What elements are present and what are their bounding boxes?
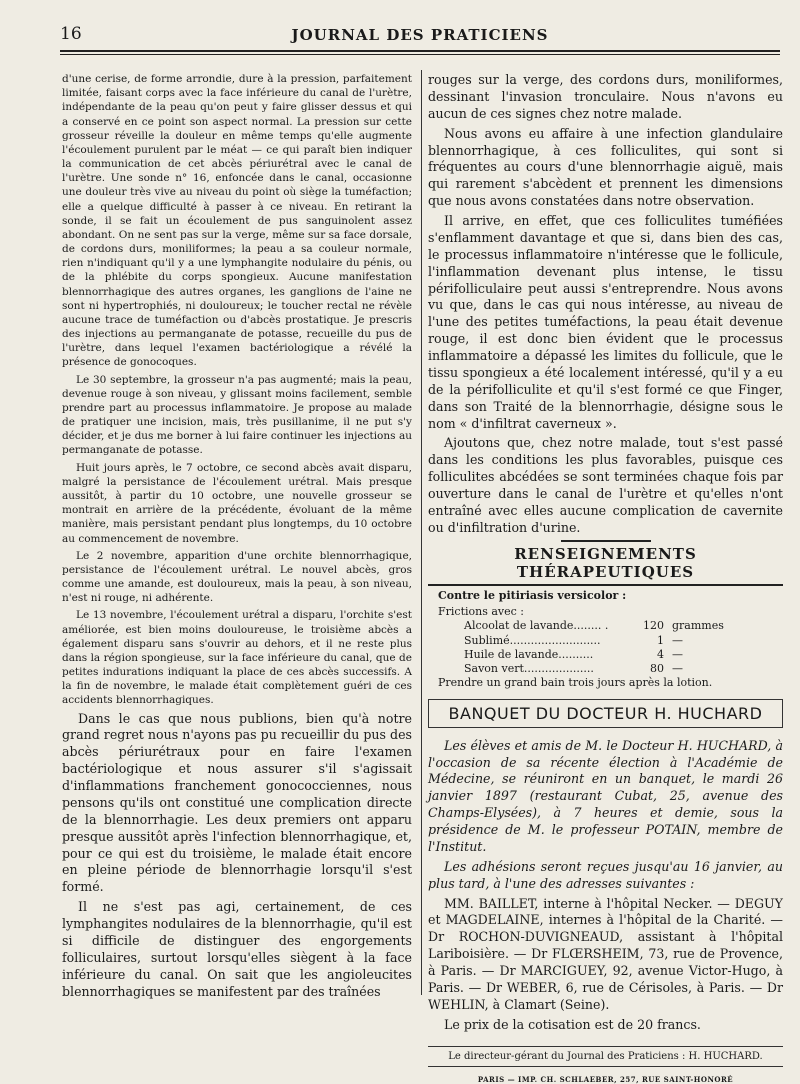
ingredient-name: Savon vert....................	[464, 662, 594, 676]
banquet-paragraph: Les adhésions seront reçues jusqu'au 16 janvier, au plus tard, à l'une des adresses suivantes :	[428, 858, 783, 891]
banquet-paragraph: MM. BAILLET, interne à l'hôpital Necker. — DEGUY et MAGDELAINE, internes à l'hôpital de la Charité. — Dr ROCHON-DUVIGNEAUD, assistant à l'hôpital Lariboisière. — Dr FLŒRSHEIM, 73, rue de Provence, à Paris. — Dr MARCIGUEY, 92, avenue Victor-Hugo, à Paris. — Dr WEBER, 6, rue de Cérisoles, à Paris. — Dr WEHLIN, à Clamart (Seine).	[428, 895, 783, 1012]
ingredient-quantity: 4	[657, 647, 664, 661]
prescription-instruction: Prendre un grand bain trois jours après la lotion.	[438, 676, 713, 690]
ingredient-quantity: 120	[643, 619, 664, 633]
ingredient-unit: —	[672, 647, 683, 661]
case-paragraph: Huit jours après, le 7 octobre, ce second abcès avait disparu, malgré la persistance de l'écoulement urétral. Mais presque aussitôt, à partir du 10 octobre, une nouvelle grosseur se montrait en arrière de la précédente, évoluant de la même manière, mais persistant pendant plus longtemps, du 10 octobre au commencement de novembre.	[62, 461, 412, 545]
discussion-paragraph: Dans le cas que nous publions, bien qu'à notre grand regret nous n'ayons pas pu recueillir du pus des abcès périurétraux pour en faire l'examen bactériologique et nous assurer s'il s'agissait d'inflammations franchement gonococciennes, nous pensons qu'ils ont constitué une complication directe de la blennorrhagie. Les deux premiers ont apparu presque aussitôt après l'infection blennorrhagique, et, pour ce qui est du troisième, le malade était encore en pleine période de blennorrhagie lorsqu'il s'est formé.	[62, 710, 412, 895]
case-paragraph: Le 2 novembre, apparition d'une orchite blennorrhagique, persistance de l'écoulement urétral. Le nouvel abcès, gros comme une amande, est douloureux, mais la peau, à son niveau, n'est ni rouge, ni adhérente.	[62, 549, 412, 605]
banquet-paragraph: Les élèves et amis de M. le Docteur H. HUCHARD, à l'occasion de sa récente élection à l'Académie de Médecine, se réuniront en un banquet, le mardi 26 janvier 1897 (restaurant Cubat, 25, avenue des Champs-Elysées), à 7 heures et demie, sous la présidence de M. le professeur POTAIN, membre de l'Institut.	[428, 737, 783, 854]
ingredient-name: Sublimé..........................	[464, 633, 601, 647]
ingredient-unit: —	[672, 633, 683, 647]
right-column	[428, 72, 783, 1084]
ingredient-name: Alcoolat de lavande........ .	[464, 619, 609, 633]
printer-imprint: PARIS — IMP. CH. SCHLAEBER, 257, RUE SAINT-HONORÉ	[477, 1074, 734, 1084]
ingredient-row	[428, 634, 783, 648]
ingredient-row	[428, 619, 783, 633]
ingredient-quantity: 1	[657, 633, 664, 647]
header-rule-thin	[60, 54, 780, 55]
ingredient-unit: —	[672, 662, 683, 676]
ingredient-quantity: 80	[650, 662, 664, 676]
article-paragraph: Il arrive, en effet, que ces folliculites tuméfiées s'enflamment davantage et que si, dans bien des cas, le processus inflammatoire n'intéresse que le follicule, l'inflammation devenant plus intense, le tissu périfolliculaire peut aussi s'entreprendre. Nous avons vu que, dans le cas qui nous intéresse, au niveau de l'une des petites tuméfactions, la peau était devenue rouge, il est donc bien évident que le processus inflammatoire a dépassé les limites du follicule, que le tissu spongieux a été localement intéressé, qu'il y a eu de la périfolliculite et qu'il s'est formé ce que Finger, dans son Traité de la blennorrhagie, désigne sous le nom « d'infiltrat caverneux ».	[428, 213, 783, 431]
ingredient-name: Huile de lavande..........	[464, 647, 594, 661]
case-paragraph: d'une cerise, de forme arrondie, dure à la pression, parfaitement limitée, faisant corps avec la face inférieure du canal de l'urètre, indépendante de la peau qu'on peut y faire glisser dessus et qui a conservé en ce point son aspect normal. La pression sur cette grosseur réveille la douleur en même temps qu'elle augmente l'écoulement purulent par le méat — ce qui paraît bien indiquer la communication de cet abcès périurétral avec le canal de l'urètre. Une sonde n° 16, enfoncée dans le canal, occasionne une douleur très vive au niveau du point où siège la tuméfaction; elle a quelque difficulté à passer à ce niveau. En retirant la sonde, il se fait un écoulement de pus sanguinolent assez abondant. On ne sent pas sur la verge, même sur sa face dorsale, de cordons durs, moniliformes; la peau a sa couleur normale, rien n'indiquant qu'il y a une lymphangite nodulaire du pénis, ou de la phlébite du corps spongieux. Aucune manifestation blennorrhagique des autres organes, les ganglions de l'aine ne sont ni hypertrophiés, ni douloureux; le toucher rectal ne révèle aucune trace de tuméfaction ou d'abcès prostatique. Je prescris des injections au permanganate de potasse, recueille du pus de l'urètre, dans lequel l'examen bactériologique a révélé la présence de gonocoques.	[62, 73, 412, 369]
prescription-heading: Contre le pitiriasis versicolor :	[438, 588, 627, 602]
ingredient-row	[428, 648, 783, 662]
renseignements-title: RENSEIGNEMENTS THÉRAPEUTIQUES	[514, 544, 697, 581]
prescription-intro: Frictions avec :	[438, 604, 525, 618]
banquet-title: BANQUET DU DOCTEUR H. HUCHARD	[428, 699, 783, 728]
ingredient-unit: grammes	[672, 619, 724, 633]
ingredient-row	[428, 662, 783, 676]
prescription	[428, 589, 783, 691]
case-paragraph: Le 30 septembre, la grosseur n'a pas augmenté; mais la peau, devenue rouge à son niveau, y glissant moins facilement, semble prendre part au processus inflammatoire. Je propose au malade de pratiquer une incision, mais, très pusillanime, il ne put s'y décider, et je dus me borner à lui faire continuer les injections au permanganate de potasse.	[62, 373, 412, 457]
director-note: Le directeur-gérant du Journal des Praticiens : H. HUCHARD.	[428, 1046, 783, 1067]
article-paragraph: rouges sur la verge, des cordons durs, moniliformes, dessinant l'invasion tronculaire. Nous n'avons eu aucun de ces signes chez notre malade.	[428, 72, 783, 121]
banquet-paragraph: Le prix de la cotisation est de 20 francs.	[444, 1016, 701, 1032]
column-divider	[421, 70, 422, 995]
page-number: 16	[60, 24, 82, 44]
article-paragraph: Nous avons eu affaire à une infection glandulaire blennorrhagique, à ces folliculites, qui sont si fréquentes au cours d'une blennorrhagie aiguë, mais qui rarement s'abcèdent et prennent les dimensions que nous avons constatées dans notre observation.	[428, 125, 783, 209]
case-paragraph: Le 13 novembre, l'écoulement urétral a disparu, l'orchite s'est améliorée, est bien moins douloureuse, le troisième abcès a également disparu sans s'ouvrir au dehors, et il ne reste plus dans la région spongieuse, sur la face inférieure du canal, que de petites indurations indiquant la place de ces abcès successifs. A la fin de novembre, le malade était complètement guéri de ces accidents blennorrhagiques.	[62, 609, 412, 707]
left-column	[62, 72, 412, 1003]
article-paragraph: Ajoutons que, chez notre malade, tout s'est passé dans les conditions les plus favorables, puisque ces folliculites abcédées se sont terminées chaque fois par ouverture dans le canal de l'urètre et qu'elles n'ont entraîné avec elles aucune complication de cavernite ou d'infiltration d'urine.	[428, 435, 783, 535]
header-rule	[60, 50, 780, 52]
discussion-paragraph: Il ne s'est pas agi, certainement, de ces lymphangites nodulaires de la blennorrhagie, qu'il est si difficile de distinguer des engorgements folliculaires, surtout lorsqu'elles siègent à la face inférieure du canal. On sait que les angioleucites blennorrhagiques se manifestent par des traînées	[62, 899, 412, 999]
page-header	[60, 20, 780, 56]
journal-title: JOURNAL DES PRATICIENS	[291, 26, 549, 44]
section-bar	[561, 540, 651, 542]
section-bar	[428, 584, 783, 586]
